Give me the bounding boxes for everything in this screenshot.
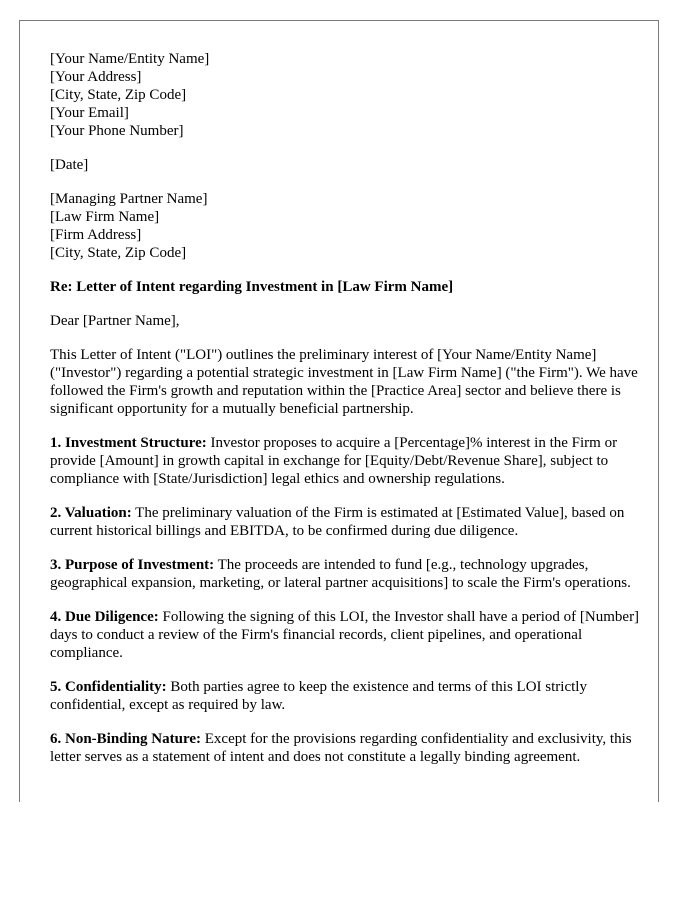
sender-phone: [Your Phone Number] [50, 123, 184, 139]
section-heading: 3. Purpose of Investment: [50, 557, 215, 573]
sender-city: [City, State, Zip Code] [50, 87, 187, 103]
sender-name: [Your Name/Entity Name] [50, 51, 210, 67]
recipient-address: [Firm Address] [50, 227, 142, 243]
section-text: Except for the provisions regarding confidentiality and exclusivity, this letter serves as a statement of intent and does not constitute a legally binding agreement. [50, 731, 632, 765]
sender-block [50, 50, 640, 140]
section-heading: 2. Valuation: [50, 505, 132, 521]
sender-email: [Your Email] [50, 105, 129, 121]
letter-date: [Date] [50, 157, 89, 173]
sender-address: [Your Address] [50, 69, 142, 85]
section-heading: 5. Confidentiality: [50, 679, 167, 695]
letter-page [19, 20, 659, 802]
recipient-name: [Managing Partner Name] [50, 191, 208, 207]
section-text: Both parties agree to keep the existence and terms of this LOI strictly confidential, except as required by law. [50, 679, 587, 713]
section-text: Following the signing of this LOI, the Investor shall have a period of [Number] days to conduct a review of the Firm's financial records, client pipelines, and operational compliance. [50, 609, 640, 661]
section-heading: 6. Non-Binding Nature: [50, 731, 201, 747]
recipient-city: [City, State, Zip Code] [50, 245, 187, 261]
section-purpose [50, 556, 640, 592]
intro-paragraph: This Letter of Intent ("LOI") outlines the preliminary interest of [Your Name/Entity Name] ("Investor") regarding a potential strategic investment in [Law Firm Name] ("the Firm"). We have followed the Firm's growth and reputation within the [Practice Area] sector and believe there is significant opportunity for a mutually beneficial partnership. [50, 347, 638, 417]
letter-body [50, 50, 640, 782]
recipient-firm: [Law Firm Name] [50, 209, 160, 225]
section-non-binding [50, 730, 640, 766]
section-valuation [50, 504, 640, 540]
section-text: The proceeds are intended to fund [e.g., technology upgrades, geographical expansion, marketing, or lateral partner acquisitions] to scale the Firm's operations. [50, 557, 631, 591]
section-confidentiality [50, 678, 640, 714]
section-text: The preliminary valuation of the Firm is estimated at [Estimated Value], based on current historical billings and EBITDA, to be confirmed during due diligence. [50, 505, 625, 539]
section-text: Investor proposes to acquire a [Percentage]% interest in the Firm or provide [Amount] in growth capital in exchange for [Equity/Debt/Revenue Share], subject to compliance with [State/Jurisdiction] legal ethics and ownership regulations. [50, 435, 618, 487]
section-investment-structure [50, 434, 640, 488]
section-heading: 4. Due Diligence: [50, 609, 159, 625]
salutation: Dear [Partner Name], [50, 313, 180, 329]
date-block [50, 156, 640, 174]
recipient-block [50, 190, 640, 262]
subject-line: Re: Letter of Intent regarding Investment in [Law Firm Name] [50, 279, 454, 295]
section-due-diligence [50, 608, 640, 662]
section-heading: 1. Investment Structure: [50, 435, 207, 451]
